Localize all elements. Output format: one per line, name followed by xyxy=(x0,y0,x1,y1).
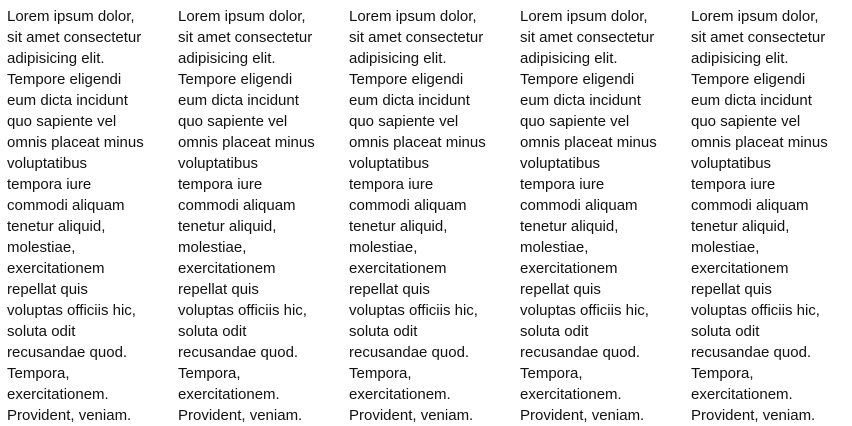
text-line: eum dicta incidunt xyxy=(178,92,299,109)
text-line: voluptas officiis hic, xyxy=(520,302,649,319)
text-line: recusandae quod. xyxy=(691,344,812,361)
text-line: quo sapiente vel xyxy=(520,113,630,130)
text-line: Lorem ipsum dolor, xyxy=(349,8,477,25)
text-line: voluptatibus xyxy=(7,155,88,172)
text-line: tempora iure xyxy=(7,176,92,193)
text-column-1 xyxy=(7,6,169,426)
text-line: repellat quis xyxy=(520,281,601,298)
text-column-2 xyxy=(178,6,340,426)
text-line: Tempora, xyxy=(520,365,583,382)
text-line: eum dicta incidunt xyxy=(7,92,128,109)
text-line: voluptas officiis hic, xyxy=(349,302,478,319)
text-line: exercitationem. xyxy=(7,386,109,403)
text-line: molestiae, xyxy=(178,239,247,256)
text-line: sit amet consectetur xyxy=(7,29,142,46)
text-line: exercitationem. xyxy=(691,386,793,403)
text-line: Provident, veniam. xyxy=(520,407,645,424)
text-line: Provident, veniam. xyxy=(7,407,132,424)
text-line: sit amet consectetur xyxy=(178,29,313,46)
text-line: Provident, veniam. xyxy=(349,407,474,424)
text-line: recusandae quod. xyxy=(520,344,641,361)
text-line: exercitationem xyxy=(349,260,447,277)
text-line: commodi aliquam xyxy=(178,197,296,214)
text-line: Provident, veniam. xyxy=(691,407,816,424)
text-line: voluptatibus xyxy=(349,155,430,172)
text-line: repellat quis xyxy=(178,281,259,298)
text-line: adipisicing elit. xyxy=(520,50,618,67)
text-line: voluptatibus xyxy=(691,155,772,172)
text-line: quo sapiente vel xyxy=(349,113,459,130)
text-line: exercitationem xyxy=(7,260,105,277)
text-line: quo sapiente vel xyxy=(178,113,288,130)
text-column-4 xyxy=(520,6,682,426)
text-line: adipisicing elit. xyxy=(349,50,447,67)
text-line: voluptas officiis hic, xyxy=(178,302,307,319)
text-line: molestiae, xyxy=(691,239,760,256)
text-line: omnis placeat minus xyxy=(691,134,828,151)
text-line: recusandae quod. xyxy=(178,344,299,361)
text-line: sit amet consectetur xyxy=(349,29,484,46)
text-line: commodi aliquam xyxy=(7,197,125,214)
text-line: commodi aliquam xyxy=(520,197,638,214)
text-line: Tempore eligendi xyxy=(520,71,635,88)
text-line: adipisicing elit. xyxy=(7,50,105,67)
text-line: eum dicta incidunt xyxy=(349,92,470,109)
text-line: quo sapiente vel xyxy=(691,113,801,130)
text-line: repellat quis xyxy=(691,281,772,298)
text-line: molestiae, xyxy=(7,239,76,256)
text-column-5 xyxy=(691,6,852,426)
text-line: repellat quis xyxy=(349,281,430,298)
text-line: tempora iure xyxy=(691,176,776,193)
text-line: soluta odit xyxy=(178,323,247,340)
text-line: exercitationem. xyxy=(520,386,622,403)
text-line: voluptatibus xyxy=(520,155,601,172)
text-line: tempora iure xyxy=(349,176,434,193)
text-line: adipisicing elit. xyxy=(178,50,276,67)
text-line: tenetur aliquid, xyxy=(178,218,277,235)
text-line: eum dicta incidunt xyxy=(520,92,641,109)
text-line: Tempore eligendi xyxy=(349,71,464,88)
text-line: omnis placeat minus xyxy=(178,134,315,151)
text-line: exercitationem. xyxy=(349,386,451,403)
text-line: tenetur aliquid, xyxy=(7,218,106,235)
text-line: exercitationem xyxy=(520,260,618,277)
text-line: Lorem ipsum dolor, xyxy=(7,8,135,25)
text-line: tempora iure xyxy=(520,176,605,193)
text-line: molestiae, xyxy=(520,239,589,256)
text-line: exercitationem xyxy=(691,260,789,277)
text-line: Lorem ipsum dolor, xyxy=(520,8,648,25)
text-line: commodi aliquam xyxy=(691,197,809,214)
text-line: tempora iure xyxy=(178,176,263,193)
text-line: Tempora, xyxy=(691,365,754,382)
text-line: commodi aliquam xyxy=(349,197,467,214)
text-line: eum dicta incidunt xyxy=(691,92,812,109)
text-line: voluptas officiis hic, xyxy=(7,302,136,319)
text-line: adipisicing elit. xyxy=(691,50,789,67)
text-line: soluta odit xyxy=(520,323,589,340)
text-line: tenetur aliquid, xyxy=(691,218,790,235)
text-line: Tempore eligendi xyxy=(7,71,122,88)
text-line: omnis placeat minus xyxy=(7,134,144,151)
text-line: voluptas officiis hic, xyxy=(691,302,820,319)
text-line: Tempora, xyxy=(7,365,70,382)
text-line: tenetur aliquid, xyxy=(349,218,448,235)
text-line: molestiae, xyxy=(349,239,418,256)
text-line: exercitationem xyxy=(178,260,276,277)
text-line: sit amet consectetur xyxy=(520,29,655,46)
text-column-3 xyxy=(349,6,511,426)
text-line: omnis placeat minus xyxy=(349,134,486,151)
text-line: Lorem ipsum dolor, xyxy=(691,8,819,25)
text-line: quo sapiente vel xyxy=(7,113,117,130)
text-line: exercitationem. xyxy=(178,386,280,403)
text-line: soluta odit xyxy=(691,323,760,340)
text-line: Tempore eligendi xyxy=(691,71,806,88)
text-line: tenetur aliquid, xyxy=(520,218,619,235)
text-line: Provident, veniam. xyxy=(178,407,303,424)
text-line: recusandae quod. xyxy=(7,344,128,361)
text-line: repellat quis xyxy=(7,281,88,298)
text-line: Tempora, xyxy=(349,365,412,382)
text-line: soluta odit xyxy=(349,323,418,340)
text-line: Tempora, xyxy=(178,365,241,382)
text-line: sit amet consectetur xyxy=(691,29,826,46)
text-line: Tempore eligendi xyxy=(178,71,293,88)
text-line: soluta odit xyxy=(7,323,76,340)
text-line: voluptatibus xyxy=(178,155,259,172)
text-line: Lorem ipsum dolor, xyxy=(178,8,306,25)
text-line: omnis placeat minus xyxy=(520,134,657,151)
text-line: recusandae quod. xyxy=(349,344,470,361)
